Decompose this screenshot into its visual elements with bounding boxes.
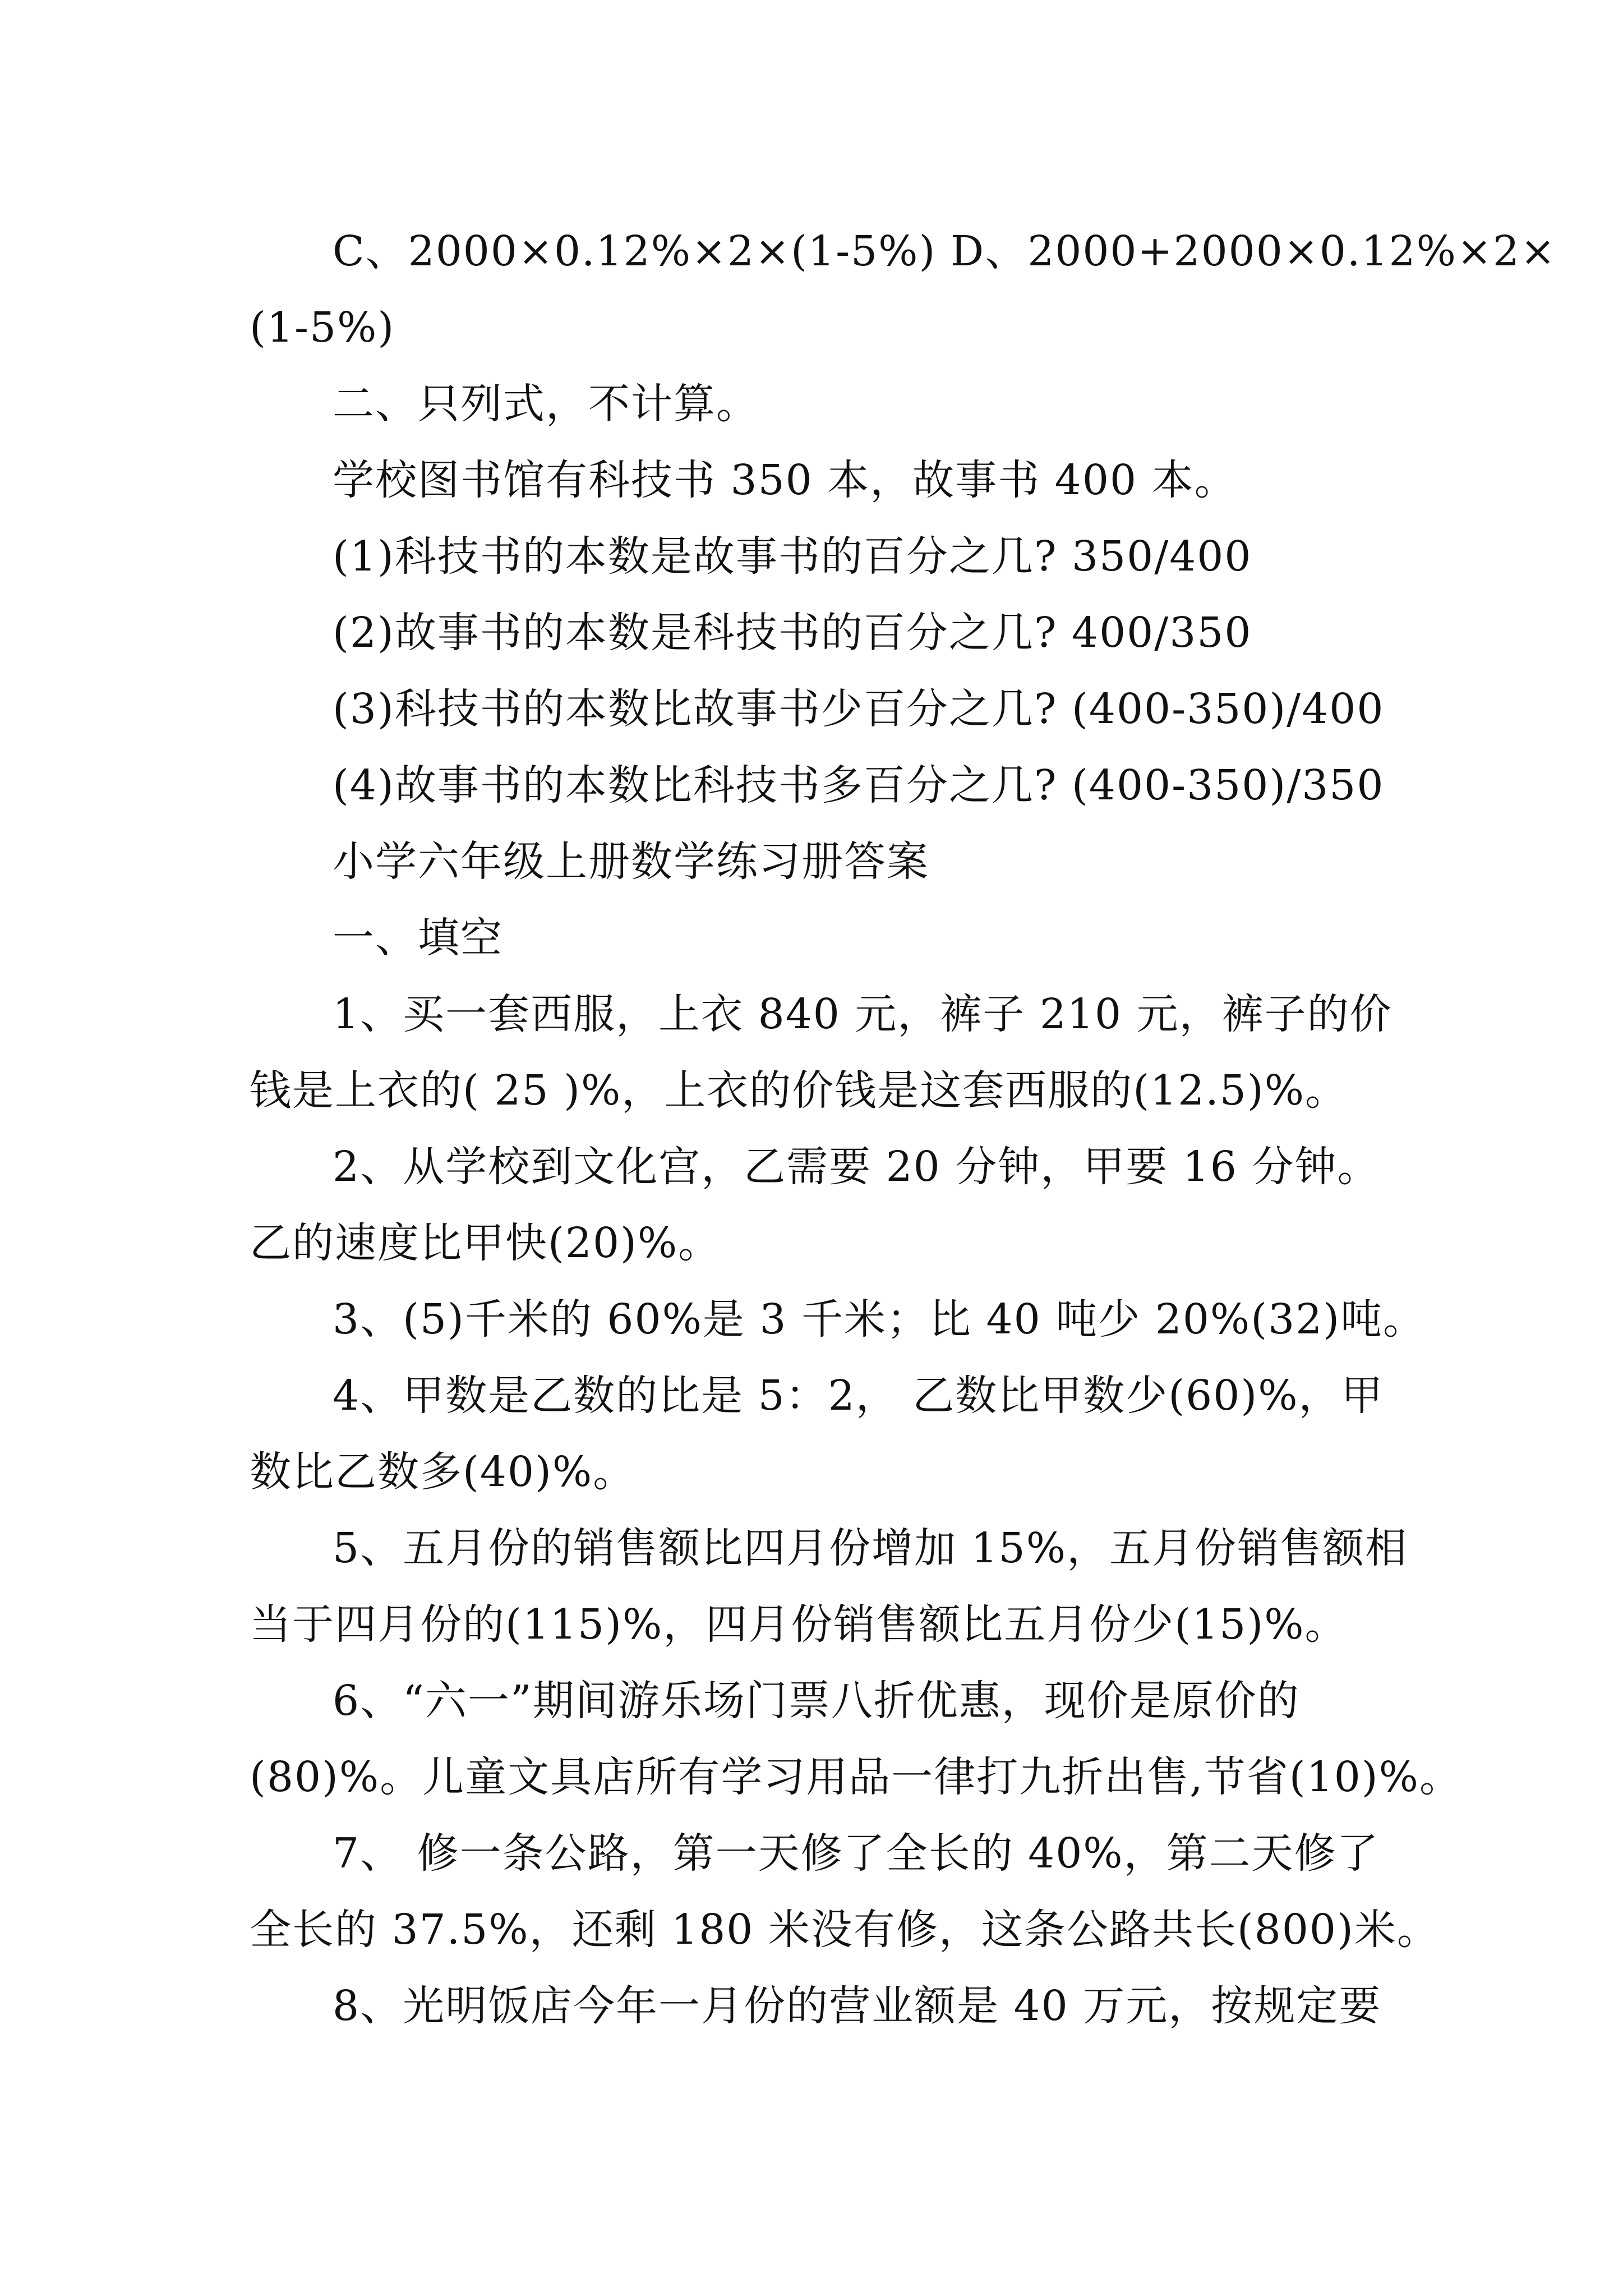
text-line: 4、甲数是乙数的比是 5：2， 乙数比甲数少(60)%，甲 [333,1372,1384,1420]
text-line: 8、光明饭店今年一月份的营业额是 40 万元，按规定要 [333,1982,1382,2030]
question-line: (3)科技书的本数比故事书少百分之几? (400-350)/400 [333,685,1385,733]
text-line: 数比乙数多(40)%。 [250,1448,636,1496]
text-line: 全长的 37.5%，还剩 180 米没有修，这条公路共长(800)米。 [250,1906,1440,1954]
question-line: (1)科技书的本数是故事书的百分之几? 350/400 [333,532,1252,581]
text-line: 学校图书馆有科技书 350 本，故事书 400 本。 [333,456,1237,504]
text-line: 2、从学校到文化宫，乙需要 20 分钟，甲要 16 分钟。 [333,1143,1380,1191]
text-line: (1-5%) [250,303,395,352]
question-line: (2)故事书的本数是科技书的百分之几? 400/350 [333,609,1252,657]
text-line: (80)%。儿童文具店所有学习用品一律打九折出售,节省(10)%。 [250,1753,1462,1801]
document-title: 小学六年级上册数学练习册答案 [333,838,929,886]
text-line: 7、 修一条公路，第一天修了全长的 40%，第二天修了 [333,1829,1380,1878]
document-body [250,213,1557,2044]
text-line: 当于四月份的(115)%，四月份销售额比五月份少(15)%。 [250,1600,1348,1649]
text-line: 1、买一套西服，上衣 840 元，裤子 210 元，裤子的价 [333,990,1393,1038]
text-line: 6、“六一”期间游乐场门票八折优惠，现价是原价的 [333,1677,1300,1725]
text-line: C、2000×0.12%×2×(1-5%) D、2000+2000×0.12%×2× [333,227,1557,275]
text-line: 乙的速度比甲快(20)%。 [250,1219,721,1267]
section-heading: 一、填空 [333,914,503,962]
question-line: (4)故事书的本数比科技书多百分之几? (400-350)/350 [333,761,1385,809]
section-heading: 二、只列式，不计算。 [333,380,759,428]
text-line: 钱是上衣的( 25 )%，上衣的价钱是这套西服的(12.5)%。 [250,1066,1348,1115]
text-line: 3、(5)千米的 60%是 3 千米；比 40 吨少 20%(32)吨。 [333,1295,1426,1343]
text-line: 5、五月份的销售额比四月份增加 15%，五月份销售额相 [333,1524,1408,1572]
